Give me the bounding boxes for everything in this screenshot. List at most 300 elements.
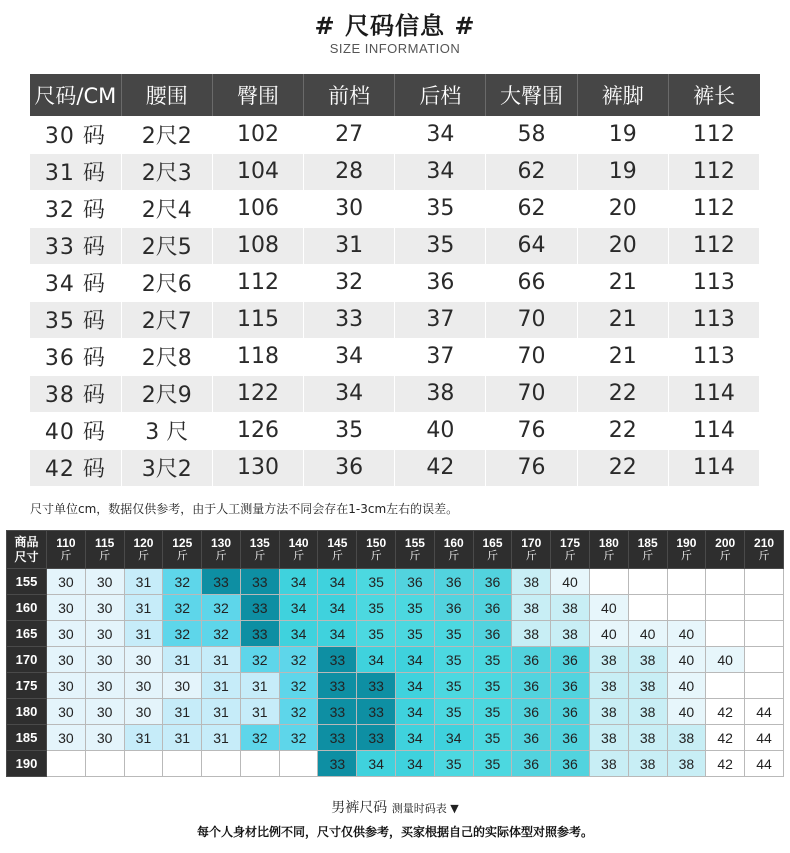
size-cell: 35 <box>304 412 395 449</box>
size-cell: 35 <box>395 227 486 264</box>
size-cell: 34 <box>395 153 486 190</box>
grid-cell: 35 <box>434 751 473 777</box>
size-cell: 113 <box>668 264 759 301</box>
grid-cell <box>47 751 86 777</box>
weight-header <box>318 531 357 569</box>
size-cell: 42 码 <box>30 449 121 486</box>
page-title: # 尺码信息 # <box>314 12 476 40</box>
grid-cell: 38 <box>551 621 590 647</box>
size-cell: 21 <box>577 264 668 301</box>
size-cell: 3 尺 <box>121 412 212 449</box>
grid-cell: 36 <box>473 569 512 595</box>
grid-cell <box>628 569 667 595</box>
size-col-header: 前档 <box>304 74 395 116</box>
size-cell: 19 <box>577 153 668 190</box>
size-cell: 3尺2 <box>121 449 212 486</box>
size-row <box>30 375 760 412</box>
caption-main: 男裤尺码 <box>331 800 388 816</box>
weight-value: 135 <box>249 535 270 550</box>
size-cell: 20 <box>577 227 668 264</box>
grid-cell <box>745 595 784 621</box>
grid-cell: 33 <box>318 725 357 751</box>
weight-header <box>47 531 86 569</box>
grid-row <box>7 595 784 621</box>
grid-cell: 35 <box>434 673 473 699</box>
grid-cell: 31 <box>202 673 241 699</box>
measurement-note: 尺寸单位cm，数据仅供参考，由于人工测量方法不同会存在1-3cm左右的误差。 <box>30 502 459 516</box>
grid-cell: 36 <box>473 621 512 647</box>
grid-cell: 30 <box>47 595 86 621</box>
grid-header <box>7 531 784 569</box>
grid-cell: 38 <box>667 725 706 751</box>
grid-cell: 35 <box>473 751 512 777</box>
grid-cell: 34 <box>357 751 396 777</box>
size-row <box>30 227 760 264</box>
weight-unit: 斤 <box>603 549 615 562</box>
size-cell: 34 <box>304 375 395 412</box>
size-cell: 102 <box>212 116 303 153</box>
grid-cell: 32 <box>163 569 202 595</box>
grid-row <box>7 699 784 725</box>
weight-unit: 斤 <box>525 549 537 562</box>
grid-cell: 36 <box>512 647 551 673</box>
size-col-header: 大臀围 <box>486 74 577 116</box>
grid-cell: 30 <box>85 673 124 699</box>
grid-cell: 31 <box>163 699 202 725</box>
size-cell: 112 <box>668 116 759 153</box>
weight-value: 210 <box>754 535 775 550</box>
grid-cell: 31 <box>202 647 241 673</box>
size-cell: 122 <box>212 375 303 412</box>
size-cell: 34 <box>395 116 486 153</box>
grid-cell: 34 <box>279 569 318 595</box>
size-cell: 36 <box>395 264 486 301</box>
size-cell: 130 <box>212 449 303 486</box>
size-col-header: 尺码/CM <box>30 74 121 116</box>
grid-cell: 36 <box>512 699 551 725</box>
weight-unit: 斤 <box>486 549 498 562</box>
size-col-header: 腰围 <box>121 74 212 116</box>
weight-unit: 斤 <box>370 549 382 562</box>
grid-cell: 30 <box>163 673 202 699</box>
grid-cell <box>745 621 784 647</box>
grid-cell <box>745 673 784 699</box>
grid-cell: 35 <box>357 621 396 647</box>
weight-value: 160 <box>443 535 464 550</box>
weight-unit: 斤 <box>99 549 111 562</box>
size-cell: 114 <box>668 412 759 449</box>
size-cell: 70 <box>486 301 577 338</box>
weight-value: 170 <box>521 535 542 550</box>
weight-value: 120 <box>133 535 154 550</box>
weight-unit: 斤 <box>564 549 576 562</box>
weight-value: 175 <box>560 535 581 550</box>
weight-header <box>628 531 667 569</box>
weight-value: 190 <box>676 535 697 550</box>
grid-cell: 38 <box>589 673 628 699</box>
weight-unit: 斤 <box>293 549 305 562</box>
size-cell: 112 <box>668 190 759 227</box>
grid-cell: 31 <box>163 647 202 673</box>
grid-cell: 31 <box>240 699 279 725</box>
weight-unit: 斤 <box>719 549 731 562</box>
grid-cell: 33 <box>240 595 279 621</box>
weight-value: 125 <box>172 535 193 550</box>
corner-top: 商品 <box>14 534 39 549</box>
size-cell: 21 <box>577 301 668 338</box>
weight-value: 180 <box>598 535 619 550</box>
grid-cell: 32 <box>279 699 318 725</box>
grid-cell: 33 <box>240 569 279 595</box>
weight-value: 185 <box>637 535 658 550</box>
grid-cell: 31 <box>124 569 163 595</box>
size-cell: 112 <box>668 153 759 190</box>
grid-cell: 31 <box>124 621 163 647</box>
caption-small: 测量时码表 ▼ <box>391 802 459 815</box>
size-row <box>30 264 760 301</box>
weight-value: 140 <box>288 535 309 550</box>
size-row <box>30 449 760 486</box>
size-cell: 76 <box>486 412 577 449</box>
grid-cell: 35 <box>396 595 435 621</box>
size-cell: 28 <box>304 153 395 190</box>
size-col-header: 裤长 <box>668 74 759 116</box>
grid-cell: 34 <box>396 647 435 673</box>
grid-cell: 33 <box>357 673 396 699</box>
size-cell: 66 <box>486 264 577 301</box>
size-cell: 40 码 <box>30 412 121 449</box>
grid-caption <box>0 797 790 817</box>
grid-cell: 35 <box>473 673 512 699</box>
grid-cell: 40 <box>589 595 628 621</box>
size-cell: 118 <box>212 338 303 375</box>
height-header: 155 <box>7 569 47 595</box>
grid-cell: 30 <box>124 647 163 673</box>
grid-cell <box>706 569 745 595</box>
weight-value: 165 <box>482 535 503 550</box>
size-row <box>30 412 760 449</box>
height-header: 160 <box>7 595 47 621</box>
height-header: 170 <box>7 647 47 673</box>
grid-cell: 30 <box>47 725 86 751</box>
grid-cell: 40 <box>667 699 706 725</box>
grid-row <box>7 621 784 647</box>
grid-cell: 30 <box>85 725 124 751</box>
grid-cell: 38 <box>628 647 667 673</box>
size-cell: 35 <box>395 190 486 227</box>
size-cell: 2尺2 <box>121 116 212 153</box>
grid-cell: 30 <box>47 673 86 699</box>
grid-cell: 33 <box>357 725 396 751</box>
grid-cell: 30 <box>85 647 124 673</box>
weight-header <box>124 531 163 569</box>
grid-cell: 44 <box>745 699 784 725</box>
size-cell: 37 <box>395 301 486 338</box>
size-row <box>30 338 760 375</box>
grid-cell: 31 <box>202 699 241 725</box>
size-cell: 2尺8 <box>121 338 212 375</box>
weight-header <box>434 531 473 569</box>
grid-cell: 30 <box>85 595 124 621</box>
weight-header <box>163 531 202 569</box>
grid-cell: 33 <box>318 673 357 699</box>
page-subtitle: SIZE INFORMATION <box>329 41 461 56</box>
grid-cell: 35 <box>473 725 512 751</box>
grid-cell: 36 <box>512 751 551 777</box>
grid-cell: 42 <box>706 725 745 751</box>
weight-header <box>396 531 435 569</box>
weight-unit: 斤 <box>137 549 149 562</box>
grid-cell: 36 <box>473 595 512 621</box>
size-cell: 108 <box>212 227 303 264</box>
grid-cell: 31 <box>202 725 241 751</box>
weight-unit: 斤 <box>409 549 421 562</box>
grid-cell: 36 <box>512 725 551 751</box>
weight-header <box>589 531 628 569</box>
grid-cell: 36 <box>434 595 473 621</box>
size-cell: 27 <box>304 116 395 153</box>
grid-cell: 35 <box>396 621 435 647</box>
grid-cell: 35 <box>357 595 396 621</box>
size-cell: 31 码 <box>30 153 121 190</box>
weight-header <box>667 531 706 569</box>
grid-cell: 30 <box>85 621 124 647</box>
grid-cell: 36 <box>551 673 590 699</box>
size-table-header <box>30 74 760 116</box>
grid-cell: 34 <box>318 569 357 595</box>
grid-cell <box>745 647 784 673</box>
size-cell: 114 <box>668 449 759 486</box>
grid-cell: 32 <box>202 595 241 621</box>
grid-row <box>7 569 784 595</box>
weight-unit: 斤 <box>331 549 343 562</box>
grid-cell: 40 <box>667 647 706 673</box>
grid-cell <box>706 621 745 647</box>
weight-unit: 斤 <box>176 549 188 562</box>
grid-cell: 30 <box>124 699 163 725</box>
size-cell: 42 <box>395 449 486 486</box>
weight-unit: 斤 <box>215 549 227 562</box>
weight-unit: 斤 <box>680 549 692 562</box>
size-cell: 21 <box>577 338 668 375</box>
weight-header <box>745 531 784 569</box>
size-cell: 22 <box>577 412 668 449</box>
size-cell: 34 码 <box>30 264 121 301</box>
weight-header <box>512 531 551 569</box>
size-cell: 2尺4 <box>121 190 212 227</box>
size-cell: 40 <box>395 412 486 449</box>
grid-cell: 35 <box>434 647 473 673</box>
size-cell: 112 <box>212 264 303 301</box>
grid-cell: 32 <box>163 595 202 621</box>
grid-cell: 36 <box>396 569 435 595</box>
grid-cell: 30 <box>47 647 86 673</box>
grid-cell: 40 <box>706 647 745 673</box>
grid-cell: 30 <box>85 699 124 725</box>
grid-cell: 34 <box>396 725 435 751</box>
size-cell: 22 <box>577 449 668 486</box>
weight-unit: 斤 <box>448 549 460 562</box>
grid-cell: 31 <box>240 673 279 699</box>
size-col-header: 臀围 <box>212 74 303 116</box>
weight-height-grid <box>6 530 784 777</box>
grid-cell: 31 <box>124 725 163 751</box>
grid-cell <box>745 569 784 595</box>
grid-cell: 38 <box>589 751 628 777</box>
weight-unit: 斤 <box>642 549 654 562</box>
weight-header <box>551 531 590 569</box>
weight-value: 155 <box>404 535 425 550</box>
grid-cell: 38 <box>512 621 551 647</box>
size-col-header: 后档 <box>395 74 486 116</box>
weight-unit: 斤 <box>758 549 770 562</box>
grid-cell: 35 <box>434 699 473 725</box>
grid-cell: 33 <box>357 699 396 725</box>
size-cell: 33 <box>304 301 395 338</box>
grid-cell: 30 <box>47 569 86 595</box>
grid-cell: 32 <box>240 647 279 673</box>
weight-value: 110 <box>56 535 76 550</box>
height-header: 185 <box>7 725 47 751</box>
size-cell: 37 <box>395 338 486 375</box>
height-header: 165 <box>7 621 47 647</box>
grid-cell: 42 <box>706 751 745 777</box>
grid-cell: 35 <box>473 647 512 673</box>
size-row <box>30 116 760 153</box>
grid-cell: 35 <box>357 569 396 595</box>
size-cell: 106 <box>212 190 303 227</box>
grid-cell: 38 <box>628 751 667 777</box>
size-cell: 104 <box>212 153 303 190</box>
height-header: 190 <box>7 751 47 777</box>
grid-cell: 30 <box>47 621 86 647</box>
grid-cell: 40 <box>551 569 590 595</box>
size-cell: 2尺6 <box>121 264 212 301</box>
size-cell: 64 <box>486 227 577 264</box>
height-header: 175 <box>7 673 47 699</box>
size-cell: 115 <box>212 301 303 338</box>
grid-cell <box>240 751 279 777</box>
grid-cell <box>202 751 241 777</box>
grid-cell <box>628 595 667 621</box>
size-row <box>30 190 760 227</box>
grid-cell: 36 <box>434 569 473 595</box>
size-cell: 32 <box>304 264 395 301</box>
grid-cell: 31 <box>124 595 163 621</box>
grid-cell: 33 <box>318 751 357 777</box>
size-cell: 33 码 <box>30 227 121 264</box>
disclaimer-note: 每个人身材比例不同，尺寸仅供参考，买家根据自己的实际体型对照参考。 <box>196 825 593 839</box>
grid-cell: 34 <box>318 621 357 647</box>
grid-cell: 36 <box>551 699 590 725</box>
grid-cell: 32 <box>202 621 241 647</box>
height-header: 180 <box>7 699 47 725</box>
size-cell: 70 <box>486 375 577 412</box>
weight-header <box>279 531 318 569</box>
weight-header <box>357 531 396 569</box>
grid-cell <box>85 751 124 777</box>
grid-cell: 34 <box>357 647 396 673</box>
weight-value: 150 <box>366 535 387 550</box>
size-cell: 62 <box>486 190 577 227</box>
grid-cell: 34 <box>318 595 357 621</box>
size-cell: 22 <box>577 375 668 412</box>
grid-cell: 32 <box>240 725 279 751</box>
size-cell: 2尺9 <box>121 375 212 412</box>
grid-corner <box>7 531 47 569</box>
grid-cell: 36 <box>551 751 590 777</box>
grid-cell: 38 <box>628 725 667 751</box>
size-cell: 2尺3 <box>121 153 212 190</box>
size-cell: 30 <box>304 190 395 227</box>
weight-unit: 斤 <box>60 549 72 562</box>
grid-cell: 36 <box>512 673 551 699</box>
size-cell: 38 码 <box>30 375 121 412</box>
size-cell: 76 <box>486 449 577 486</box>
grid-cell: 34 <box>434 725 473 751</box>
size-cell: 20 <box>577 190 668 227</box>
grid-cell: 33 <box>240 621 279 647</box>
grid-cell: 31 <box>163 725 202 751</box>
grid-cell <box>706 595 745 621</box>
grid-cell: 32 <box>279 673 318 699</box>
corner-bottom: 尺寸 <box>14 549 39 564</box>
grid-cell: 40 <box>589 621 628 647</box>
grid-cell: 34 <box>396 673 435 699</box>
grid-cell: 33 <box>318 647 357 673</box>
grid-cell: 33 <box>202 569 241 595</box>
grid-cell: 30 <box>124 673 163 699</box>
grid-cell: 38 <box>551 595 590 621</box>
grid-cell: 38 <box>628 699 667 725</box>
grid-cell <box>667 569 706 595</box>
weight-value: 200 <box>715 535 736 550</box>
grid-cell: 33 <box>318 699 357 725</box>
weight-header <box>240 531 279 569</box>
grid-cell: 38 <box>628 673 667 699</box>
size-cell: 112 <box>668 227 759 264</box>
size-cell: 2尺5 <box>121 227 212 264</box>
grid-cell <box>163 751 202 777</box>
grid-cell: 40 <box>628 621 667 647</box>
weight-header <box>85 531 124 569</box>
grid-cell: 34 <box>279 621 318 647</box>
grid-cell: 32 <box>279 647 318 673</box>
size-cell: 113 <box>668 338 759 375</box>
grid-cell: 44 <box>745 751 784 777</box>
size-cell: 58 <box>486 116 577 153</box>
grid-cell <box>706 673 745 699</box>
grid-cell: 38 <box>512 569 551 595</box>
weight-header <box>473 531 512 569</box>
size-cell: 38 <box>395 375 486 412</box>
weight-value: 130 <box>211 535 232 550</box>
size-cell: 32 码 <box>30 190 121 227</box>
size-table <box>30 74 760 487</box>
grid-cell: 34 <box>396 751 435 777</box>
grid-row <box>7 725 784 751</box>
grid-cell: 32 <box>163 621 202 647</box>
grid-cell: 38 <box>589 725 628 751</box>
size-cell: 30 码 <box>30 116 121 153</box>
size-cell: 126 <box>212 412 303 449</box>
grid-cell: 34 <box>396 699 435 725</box>
weight-header <box>202 531 241 569</box>
size-cell: 31 <box>304 227 395 264</box>
size-cell: 70 <box>486 338 577 375</box>
size-cell: 2尺7 <box>121 301 212 338</box>
grid-row <box>7 647 784 673</box>
